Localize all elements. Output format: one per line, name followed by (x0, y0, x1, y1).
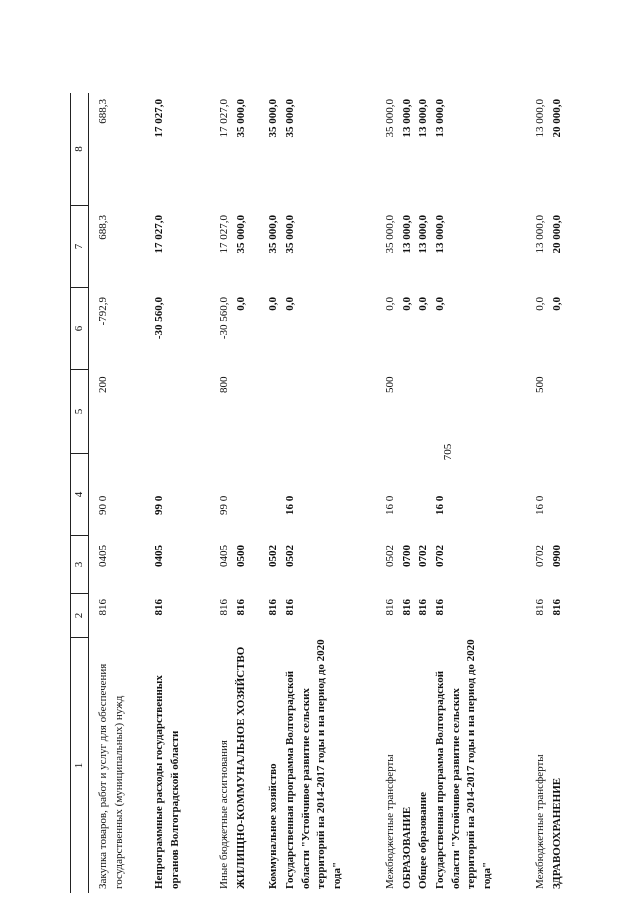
row-cell-c5: 800 (218, 376, 230, 393)
row-cell-c6: 0,0 (417, 297, 429, 311)
row-cell-c4: 99 0 (153, 495, 165, 515)
row-cell-c3: 0900 (551, 545, 563, 567)
row-cell-c3: 0500 (235, 545, 247, 567)
row-cell-c8: 688,3 (97, 99, 109, 124)
row-cell-c7: 13 000,0 (417, 215, 429, 254)
header-col-7: 7 (71, 205, 88, 287)
row-cell-c7: 35 000,0 (267, 215, 279, 254)
row-cell-c7: 688,3 (97, 215, 109, 240)
row-cell-c3: 0702 (434, 545, 446, 567)
row-cell-c3: 0702 (417, 545, 429, 567)
row-cell-c8: 35 000,0 (384, 99, 396, 138)
row-cell-c2: 816 (401, 599, 413, 616)
row-cell-c3: 0502 (284, 545, 296, 567)
row-name: ЗДРАВООХРАНЕНИЕ (551, 777, 563, 889)
row-name: ЖИЛИЩНО-КОММУНАЛЬНОЕ ХОЗЯЙСТВО (235, 646, 247, 889)
row-cell-c7: 17 027,0 (153, 215, 165, 254)
header-col-1: 1 (71, 637, 88, 893)
row-cell-c2: 816 (153, 599, 165, 616)
row-cell-c2: 816 (384, 599, 396, 616)
row-cell-c2: 816 (417, 599, 429, 616)
row-cell-c6: -30 560,0 (153, 297, 165, 340)
row-cell-c8: 13 000,0 (534, 99, 546, 138)
row-cell-c7: 13 000,0 (434, 215, 446, 254)
row-name: Межбюджетные трансферты (384, 754, 396, 889)
row-cell-c3: 0702 (534, 545, 546, 567)
row-cell-c8: 20 000,0 (551, 99, 563, 138)
row-cell-c6: -30 560,0 (218, 297, 230, 340)
row-cell-c3: 0405 (218, 545, 230, 567)
row-name: Непрограммные расходы государственных органов Волгоградской области (153, 675, 181, 889)
row-cell-c2: 816 (97, 599, 109, 616)
row-cell-c3: 0502 (384, 545, 396, 567)
row-cell-c8: 13 000,0 (417, 99, 429, 138)
header-col-6: 6 (71, 287, 88, 369)
header-col-3: 3 (71, 535, 88, 593)
row-cell-c3: 0405 (97, 545, 109, 567)
row-cell-c6: 0,0 (384, 297, 396, 311)
row-cell-c7: 13 000,0 (401, 215, 413, 254)
row-cell-c8: 13 000,0 (401, 99, 413, 138)
row-cell-c8: 35 000,0 (235, 99, 247, 138)
table-header (70, 93, 89, 893)
row-cell-c4: 16 0 (284, 495, 296, 515)
row-cell-c6: 0,0 (534, 297, 546, 311)
row-cell-c2: 816 (267, 599, 279, 616)
row-cell-c5: 200 (97, 376, 109, 393)
row-name: Иные бюджетные ассигнования (218, 740, 230, 889)
row-cell-c6: -792,9 (97, 297, 109, 326)
budget-table (70, 93, 625, 893)
row-cell-c7: 13 000,0 (534, 215, 546, 254)
row-name: Закупка товаров, работ и услуг для обеспечения государственных (муниципальных) нужд (97, 663, 125, 889)
row-name: Государственная программа Волгоградской области "Устойчивое развитие сельских территорий на 2014-2017 годы и на период до 2020 года" (284, 639, 343, 889)
row-cell-c5: 500 (534, 376, 546, 393)
row-name: Государственная программа Волгоградской области "Устойчивое развитие сельских территорий на 2014-2017 годы и на период до 2020 года" (434, 639, 493, 889)
row-cell-c2: 816 (284, 599, 296, 616)
row-cell-c6: 0,0 (434, 297, 446, 311)
row-cell-c6: 0,0 (551, 297, 563, 311)
row-cell-c6: 0,0 (401, 297, 413, 311)
header-col-8: 8 (73, 146, 85, 152)
row-cell-c8: 17 027,0 (218, 99, 230, 138)
row-cell-c4: 99 0 (218, 495, 230, 515)
row-cell-c6: 0,0 (235, 297, 247, 311)
header-col-2: 2 (71, 593, 88, 637)
row-cell-c7: 35 000,0 (384, 215, 396, 254)
row-cell-c7: 20 000,0 (551, 215, 563, 254)
row-cell-c2: 816 (218, 599, 230, 616)
row-name: Общее образование (417, 791, 429, 889)
row-cell-c4: 16 0 (434, 495, 446, 515)
row-cell-c8: 35 000,0 (284, 99, 296, 138)
row-cell-c2: 816 (235, 599, 247, 616)
row-cell-c3: 0700 (401, 545, 413, 567)
row-cell-c7: 17 027,0 (218, 215, 230, 254)
row-cell-c6: 0,0 (284, 297, 296, 311)
header-col-5: 5 (71, 369, 88, 453)
row-cell-c8: 13 000,0 (434, 99, 446, 138)
row-cell-c7: 35 000,0 (235, 215, 247, 254)
row-cell-c7: 35 000,0 (284, 215, 296, 254)
row-cell-c8: 35 000,0 (267, 99, 279, 138)
row-cell-c5: 500 (384, 376, 396, 393)
row-cell-c2: 816 (551, 599, 563, 616)
row-cell-c3: 0502 (267, 545, 279, 567)
row-cell-c3: 0405 (153, 545, 165, 567)
row-cell-c6: 0,0 (267, 297, 279, 311)
row-name: Коммунальное хозяйство (267, 763, 279, 889)
row-cell-c4: 90 0 (97, 495, 109, 515)
row-cell-c4: 16 0 (384, 495, 396, 515)
header-col-4: 4 (71, 453, 88, 535)
row-name: ОБРАЗОВАНИЕ (401, 806, 413, 889)
row-name: Межбюджетные трансферты (534, 754, 546, 889)
row-cell-c4: 16 0 (534, 495, 546, 515)
row-cell-c8: 17 027,0 (153, 99, 165, 138)
row-cell-c2: 816 (534, 599, 546, 616)
row-cell-c2: 816 (434, 599, 446, 616)
page-number: 705 (442, 443, 454, 461)
